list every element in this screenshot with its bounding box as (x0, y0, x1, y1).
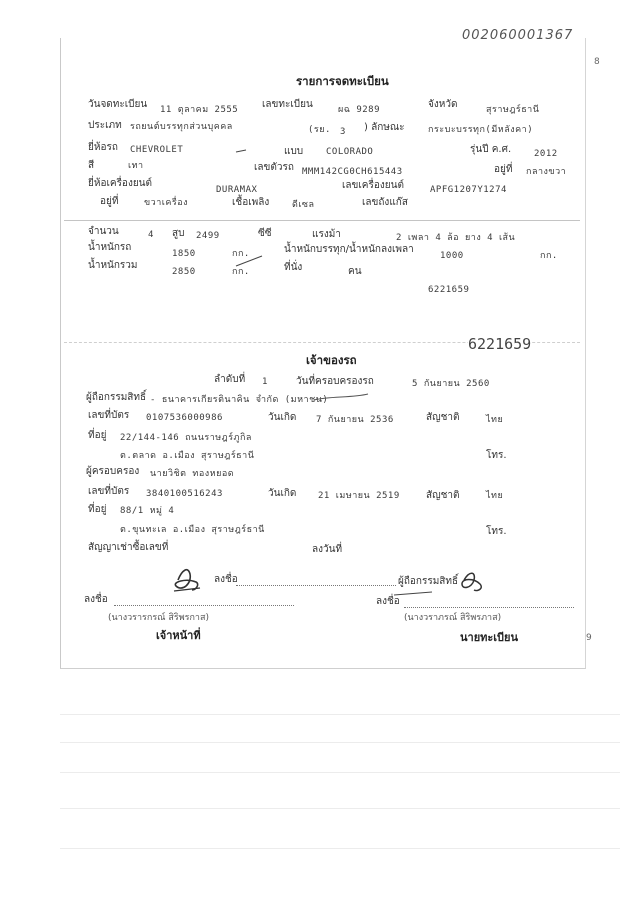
holder-born-label: วันเกิด (268, 488, 297, 499)
engine-loc-value: ขวาเครื่อง (144, 198, 188, 208)
owner-nat-label: สัญชาติ (426, 412, 460, 423)
cc-value: 2499 (196, 231, 220, 241)
holder-addr-label: ที่อยู่ (88, 504, 107, 515)
province-label: จังหวัด (428, 99, 458, 110)
contract-label: สัญญาเช่าซื้อเลขที่ (88, 542, 169, 553)
reg-date-label: วันจดทะเบียน (88, 99, 148, 110)
nature-value: กระบะบรรทุก(มีหลังคา) (428, 125, 534, 135)
fuel-label: เชื้อเพลิง (232, 197, 270, 208)
signature-right (462, 573, 481, 590)
signature-left (175, 570, 197, 590)
count-label: จำนวน (88, 226, 119, 237)
holder-name: นายวิชิต ทองหยอด (150, 469, 235, 479)
type-label: ประเภท (88, 120, 122, 131)
holder-nat-label: สัญชาติ (426, 490, 460, 501)
cc-label: ซีซี (258, 228, 272, 239)
scan-artifact-line (60, 848, 620, 849)
rights-holder-label: ผู้ถือกรรมสิทธิ์ (86, 392, 147, 403)
ry-suffix: ) ลักษณะ (364, 122, 405, 133)
holder-nat-value: ไทย (486, 491, 504, 501)
weight-label: น้ำหนักรถ (88, 242, 132, 253)
holder-id-label: เลขที่บัตร (88, 486, 130, 497)
owner-addr-line1: 22/144-146 ถนนราษฎร์ภูกิล (120, 433, 252, 443)
left-officer-name: (นางวรารกรณ์ สิริพรกาส) (108, 613, 209, 623)
brand-label: ยี่ห้อรถ (88, 142, 118, 153)
page-number-bottom: 9 (586, 633, 592, 643)
rights-holder-value: - ธนาคารเกียรตินาคิน จำกัด (มหาชน) (150, 395, 329, 405)
year-value: 2012 (534, 149, 558, 159)
owner-section-title: เจ้าของรถ (306, 353, 357, 367)
kg-unit-1: กก. (232, 249, 250, 259)
right-sign-line (404, 607, 574, 608)
kg-unit-2: กก. (540, 251, 558, 261)
count-value: 4 (148, 230, 154, 240)
chassis-loc-label: อยู่ที่ (494, 164, 513, 175)
owner-born-value: 7 กันยายน 2536 (316, 415, 394, 425)
brand-value: CHEVROLET (130, 145, 184, 155)
owner-id-value: 0107536000986 (146, 413, 223, 423)
right-officer-role: นายทะเบียน (460, 631, 519, 644)
owner-nat-value: ไทย (486, 415, 504, 425)
reference-number: 6221659 (428, 285, 470, 295)
seq-value: 1 (262, 377, 268, 387)
engine-brand-value: DURAMAX (216, 185, 258, 195)
scan-artifact-line (60, 714, 620, 715)
type-value: รถยนต์บรรทุกส่วนบุคคล (130, 122, 233, 132)
holder-id-value: 3840100516243 (146, 489, 223, 499)
sign-date-label: ลงวันที่ (312, 544, 343, 555)
scan-artifact-line (60, 808, 620, 809)
model-value: COLORADO (326, 147, 374, 157)
possess-date-value: 5 กันยายน 2560 (412, 379, 490, 389)
kg-unit-3: กก. (232, 267, 250, 277)
scan-artifact-line (60, 772, 620, 773)
owner-tel-label: โทร. (486, 450, 507, 461)
ry-prefix: (รย. (308, 125, 331, 135)
owner-id-label: เลขที่บัตร (88, 410, 130, 421)
holder-label: ผู้ครอบครอง (86, 466, 140, 477)
right-sign-label: ลงชื่อ (376, 596, 400, 607)
color-label: สี (88, 160, 95, 171)
sign-line-top (236, 585, 396, 586)
year-label: รุ่นปี ค.ศ. (470, 144, 512, 155)
owner-role-label: ผู้ถือกรรมสิทธิ์ (398, 576, 459, 587)
holder-addr-line1: 88/1 หมู่ 4 (120, 506, 175, 516)
holder-born-value: 21 เมษายน 2519 (318, 491, 400, 501)
reg-date-value: 11 ตุลาคม 2555 (160, 105, 239, 115)
model-label: แบบ (284, 146, 304, 157)
gas-label: เลขถังแก๊ส (362, 197, 408, 208)
owner-addr-label: ที่อยู่ (88, 430, 107, 441)
engine-loc-label: อยู่ที่ (100, 196, 119, 207)
page-number-top: 8 (594, 57, 600, 67)
engine-no-label: เลขเครื่องยนต์ (342, 180, 404, 191)
possess-date-label: วันที่ครอบครองรถ (296, 376, 374, 387)
seats-unit: คน (348, 266, 362, 277)
fuel-value: ดีเซล (292, 200, 315, 210)
left-sign-label: ลงชื่อ (84, 594, 108, 605)
cylinder-label: สูบ (172, 228, 185, 239)
holder-addr-line2: ต.ขุนทะเล อ.เมือง สุราษฎร์ธานี (120, 525, 265, 535)
engine-brand-label: ยี่ห้อเครื่องยนต์ (88, 178, 153, 189)
left-officer-role: เจ้าหน้าที่ (156, 629, 201, 642)
sign-label-top: ลงชื่อ (214, 574, 238, 585)
weight-value: 1850 (172, 249, 196, 259)
seats-label: ที่นั่ง (284, 262, 303, 273)
chassis-loc-value: กลางขวา (526, 167, 567, 177)
province-value: สุราษฎร์ธานี (486, 105, 540, 115)
ry-value: 3 (340, 127, 346, 137)
page-title: รายการจดทะเบียน (296, 74, 389, 88)
right-officer-name: (นางวราภรณ์ สิริพรภาส) (404, 613, 502, 623)
holder-tel-label: โทร. (486, 526, 507, 537)
color-value: เทา (128, 161, 144, 171)
total-weight-value: 2850 (172, 267, 196, 277)
plate-label: เลขทะเบียน (262, 99, 313, 110)
load-value: 1000 (440, 251, 464, 261)
plate-value: ผฉ 9289 (338, 105, 380, 115)
chassis-label: เลขตัวรถ (254, 162, 294, 173)
axles-value: 2 เพลา 4 ล้อ ยาง 4 เส้น (396, 233, 516, 243)
seq-label: ลำดับที่ (214, 374, 246, 385)
owner-born-label: วันเกิด (268, 412, 297, 423)
left-sign-line (114, 605, 294, 606)
scan-artifact-line (60, 742, 620, 743)
total-weight-label: น้ำหนักรวม (88, 260, 138, 271)
handwritten-code: 002060001367 (462, 28, 574, 43)
reference-number-large: 6221659 (468, 335, 532, 353)
horsepower-label: แรงม้า (312, 229, 341, 240)
chassis-value: MMM142CG0CH615443 (302, 167, 403, 177)
load-label: น้ำหนักบรรทุก/น้ำหนักลงเพลา (284, 244, 414, 255)
engine-no-value: APFG1207Y1274 (430, 185, 507, 195)
owner-addr-line2: ต.ตลาด อ.เมือง สุราษฎร์ธานี (120, 451, 255, 461)
